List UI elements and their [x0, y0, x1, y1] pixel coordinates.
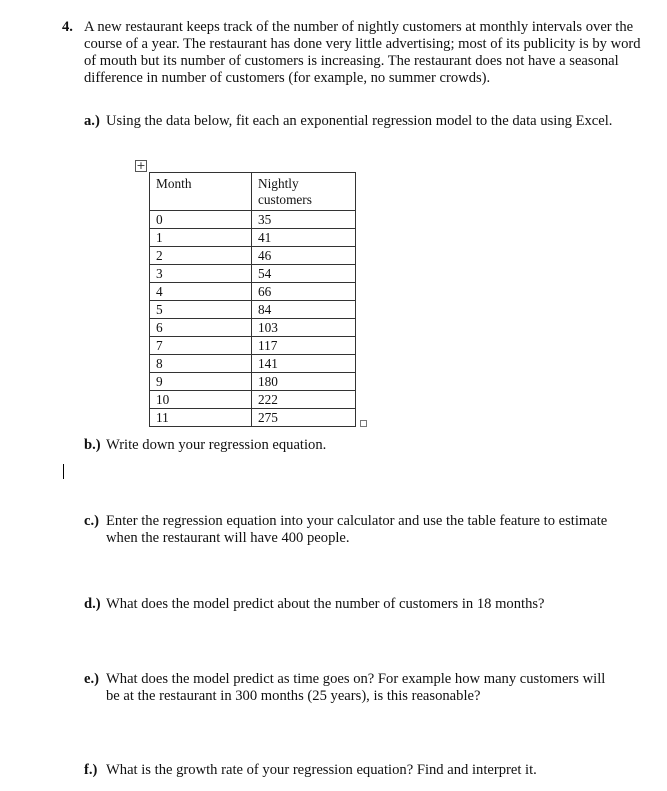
customers-cell[interactable]: 35 — [252, 211, 356, 229]
data-table — [149, 172, 356, 427]
table-row — [150, 355, 356, 373]
customers-cell[interactable]: 141 — [252, 355, 356, 373]
customers-cell[interactable]: 41 — [252, 229, 356, 247]
part-e — [84, 671, 624, 704]
table-row — [150, 373, 356, 391]
table-row — [150, 283, 356, 301]
table-row — [150, 301, 356, 319]
table-row — [150, 409, 356, 427]
month-cell[interactable]: 4 — [150, 283, 252, 301]
table-row — [150, 265, 356, 283]
month-cell[interactable]: 2 — [150, 247, 252, 265]
part-e-label: e.) — [84, 671, 99, 687]
month-cell[interactable]: 5 — [150, 301, 252, 319]
table-row — [150, 337, 356, 355]
question-intro: A new restaurant keeps track of the number of nightly customers at monthly intervals over the course of a year. The restaurant has done very little advertising; most of its publicity is by word of mouth but its number of customers is increasing. The restaurant does not have a seasonal difference in number of customers (for example, no summer crowds). — [84, 19, 641, 86]
question-number: 4. — [62, 19, 73, 35]
customers-cell[interactable]: 222 — [252, 391, 356, 409]
part-f-label: f.) — [84, 762, 98, 778]
part-a-label: a.) — [84, 113, 100, 129]
part-c — [84, 513, 624, 546]
table-row — [150, 229, 356, 247]
part-d-text: What does the model predict about the number of customers in 18 months? — [106, 596, 545, 612]
part-c-label: c.) — [84, 513, 99, 529]
month-cell[interactable]: 3 — [150, 265, 252, 283]
customers-cell[interactable]: 103 — [252, 319, 356, 337]
table-move-handle-icon[interactable]: + — [136, 159, 146, 172]
month-cell[interactable]: 10 — [150, 391, 252, 409]
text-cursor — [63, 464, 64, 479]
part-a-text: Using the data below, fit each an exponential regression model to the data using Excel. — [106, 113, 613, 129]
table-row — [150, 247, 356, 265]
month-cell[interactable]: 11 — [150, 409, 252, 427]
part-d-label: d.) — [84, 596, 101, 612]
customers-cell[interactable]: 54 — [252, 265, 356, 283]
customers-cell[interactable]: 275 — [252, 409, 356, 427]
month-cell[interactable]: 8 — [150, 355, 252, 373]
month-cell[interactable]: 0 — [150, 211, 252, 229]
month-cell[interactable]: 1 — [150, 229, 252, 247]
month-cell[interactable]: 9 — [150, 373, 252, 391]
table-header-row — [150, 173, 356, 211]
part-a — [84, 113, 624, 130]
table-resize-handle[interactable] — [360, 420, 367, 427]
part-b-text: Write down your regression equation. — [106, 437, 327, 453]
part-e-text: What does the model predict as time goes on? For example how many customers will be at the restaurant in 300 months (25 years), is this reasonable? — [106, 671, 606, 704]
part-b — [84, 437, 624, 454]
header-nightly-customers[interactable]: Nightly customers — [252, 173, 356, 211]
month-cell[interactable]: 6 — [150, 319, 252, 337]
table-row — [150, 319, 356, 337]
part-f-text: What is the growth rate of your regression equation? Find and interpret it. — [106, 762, 537, 778]
table-row — [150, 211, 356, 229]
table-row — [150, 391, 356, 409]
customers-cell[interactable]: 66 — [252, 283, 356, 301]
part-c-text: Enter the regression equation into your calculator and use the table feature to estimate when the restaurant will have 400 people. — [106, 513, 608, 546]
customers-cell[interactable]: 180 — [252, 373, 356, 391]
header-month[interactable]: Month — [150, 173, 252, 211]
part-f — [84, 762, 624, 779]
customers-cell[interactable]: 84 — [252, 301, 356, 319]
part-d — [84, 596, 624, 613]
month-cell[interactable]: 7 — [150, 337, 252, 355]
customers-cell[interactable]: 46 — [252, 247, 356, 265]
customers-cell[interactable]: 117 — [252, 337, 356, 355]
part-b-label: b.) — [84, 437, 101, 453]
